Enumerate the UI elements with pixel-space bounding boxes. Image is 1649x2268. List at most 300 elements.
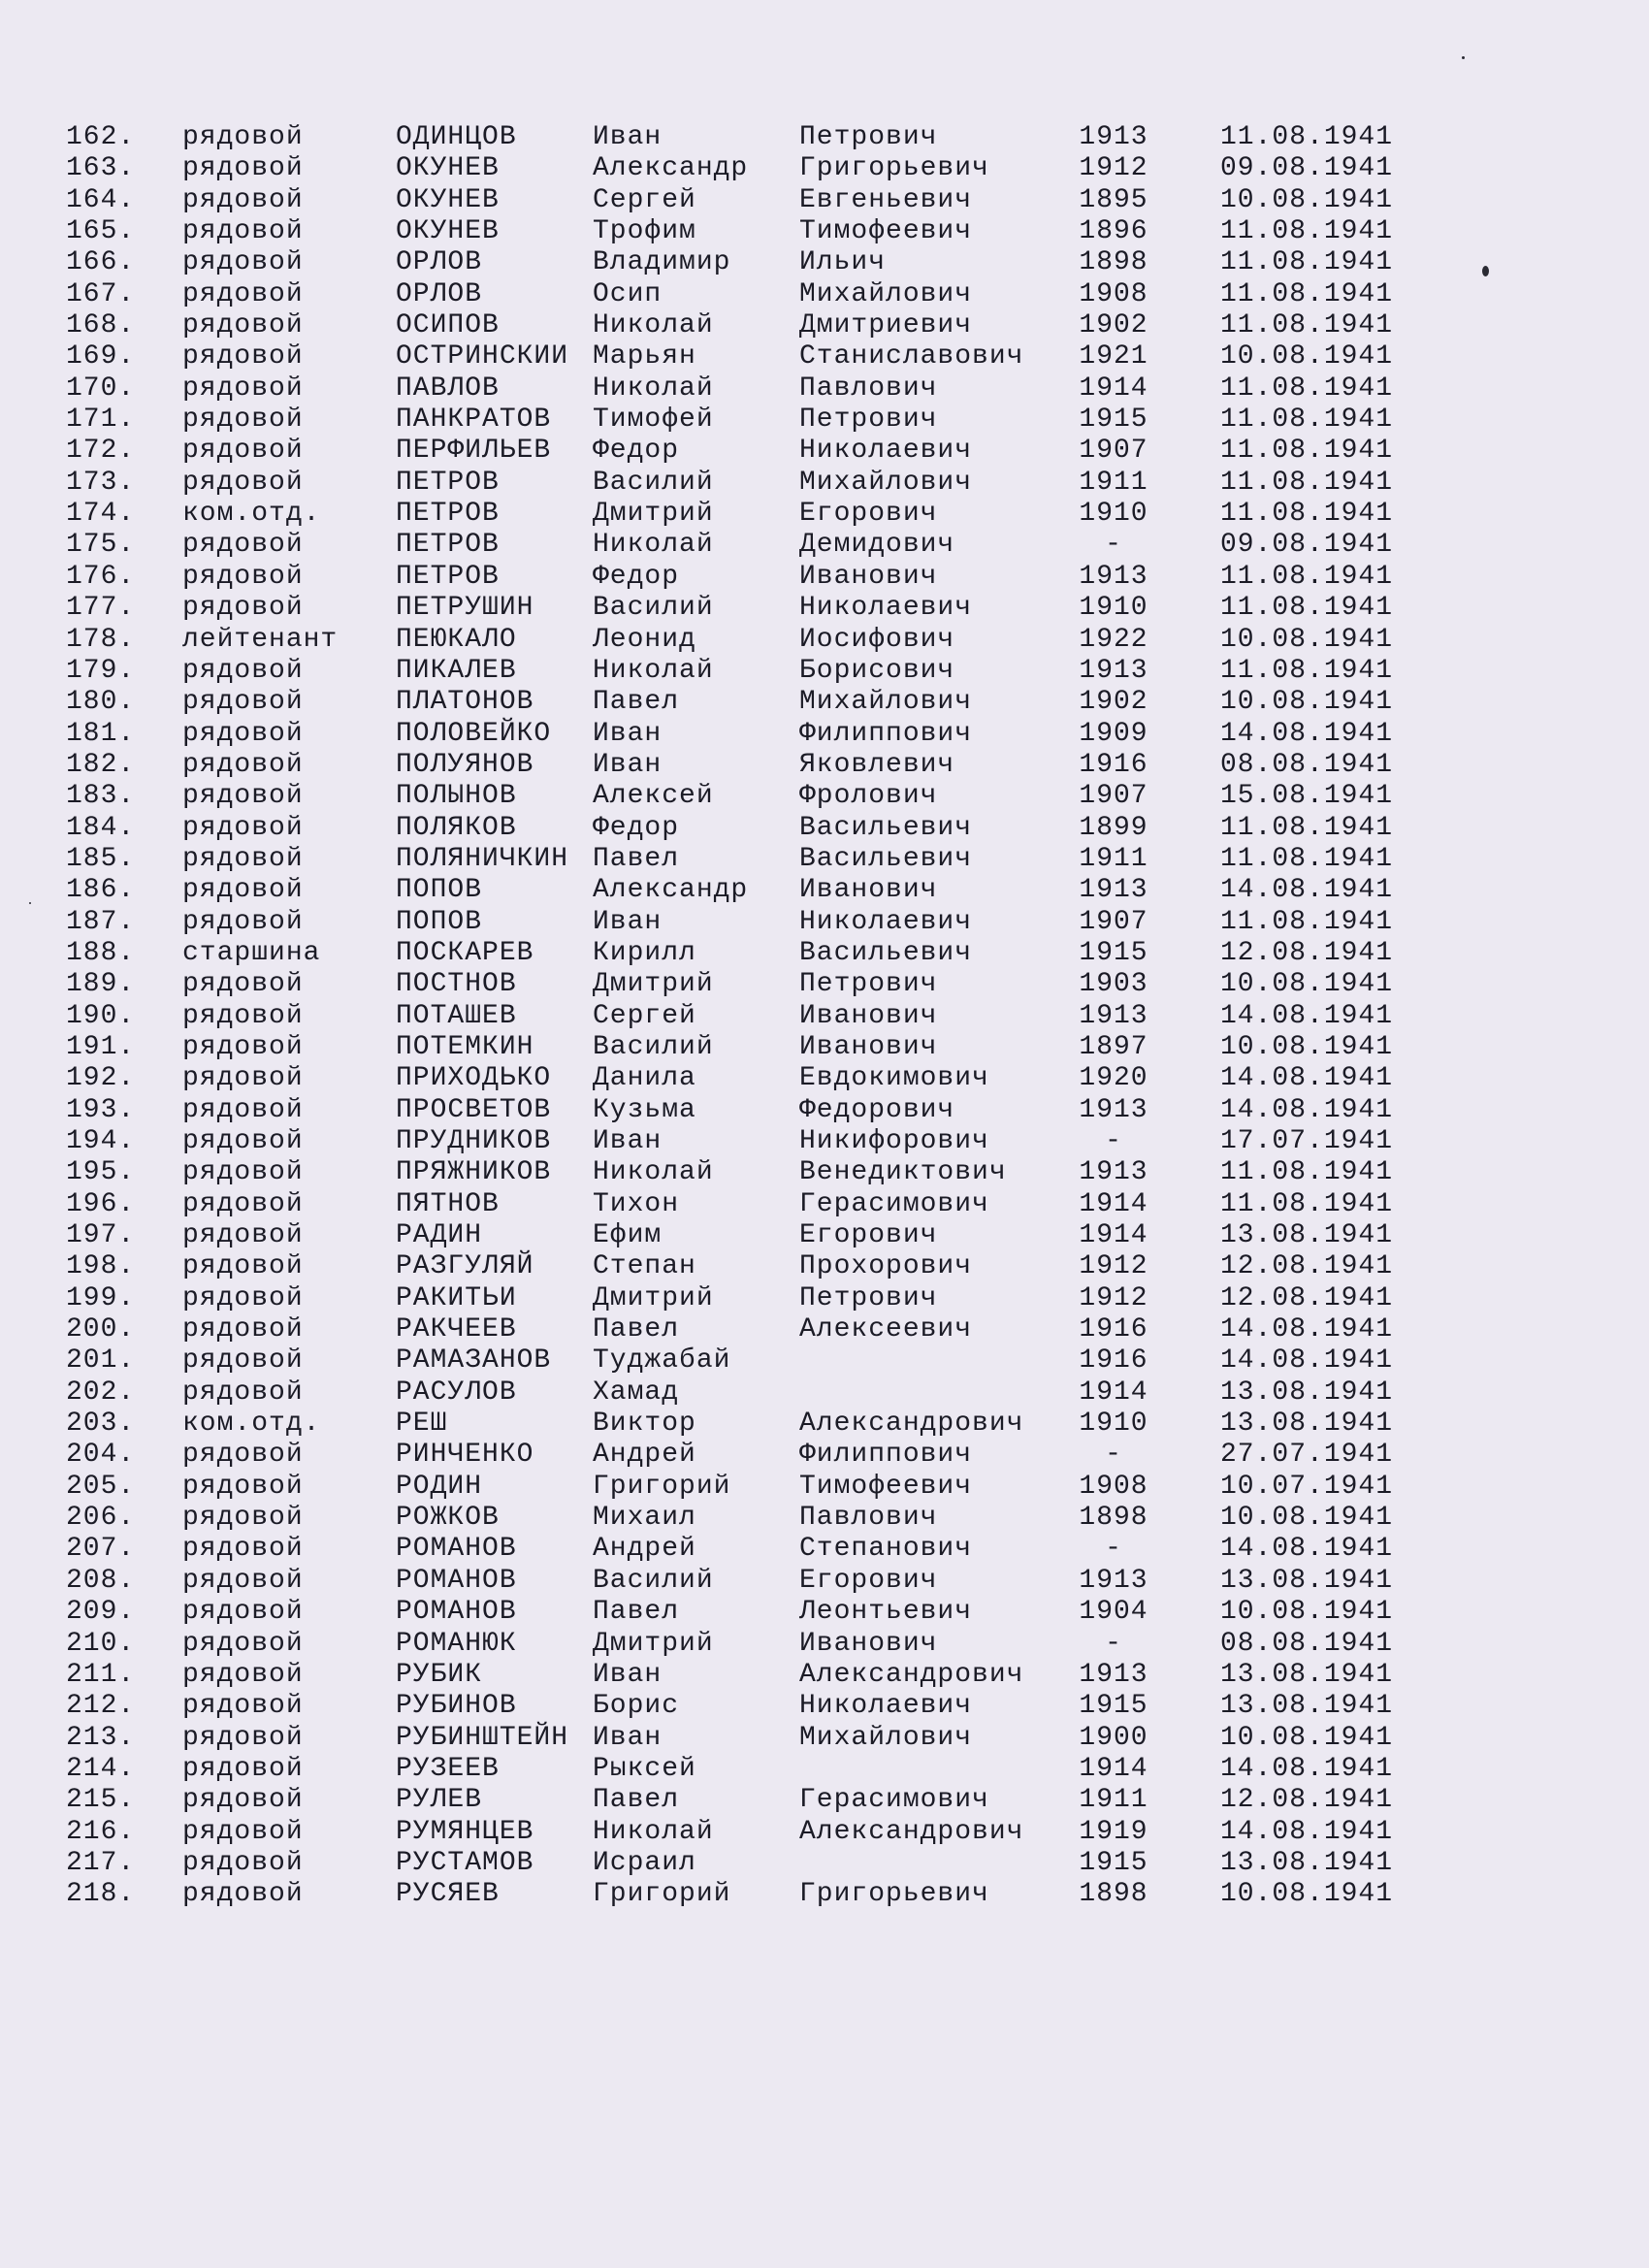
record-patronymic: Николаевич [799, 1691, 973, 1722]
record-patronymic: Егорович [799, 1565, 938, 1596]
record-rank: рядовой [182, 405, 304, 436]
record-first-name: Тихон [593, 1188, 680, 1219]
record-birth-year: 1913 [1079, 122, 1148, 152]
record-number: 163. [66, 153, 136, 184]
record-patronymic: Иванович [799, 1628, 938, 1659]
record-first-name: Александр [593, 875, 749, 906]
record-first-name: Павел [593, 843, 680, 874]
record-date: 10.07.1941 [1220, 1471, 1394, 1502]
record-birth-year: 1897 [1079, 1031, 1148, 1062]
record-date: 13.08.1941 [1220, 1409, 1394, 1440]
record-number: 195. [66, 1157, 136, 1188]
record-patronymic: Григорьевич [799, 153, 989, 184]
record-rank: рядовой [182, 1565, 304, 1596]
record-first-name: Григорий [593, 1879, 731, 1910]
record-rank: рядовой [182, 278, 304, 309]
record-number: 189. [66, 969, 136, 1000]
record-surname: РОДИН [396, 1471, 483, 1502]
record-number: 213. [66, 1722, 136, 1753]
record-patronymic: Евгеньевич [799, 184, 973, 215]
record-number: 174. [66, 499, 136, 530]
record-number: 216. [66, 1816, 136, 1847]
record-rank: рядовой [182, 655, 304, 686]
record-number: 168. [66, 310, 136, 341]
record-number: 187. [66, 906, 136, 937]
scan-speck [1482, 266, 1489, 276]
record-date: 11.08.1941 [1220, 247, 1394, 278]
record-birth-year: 1913 [1079, 655, 1148, 686]
record-birth-year: 1914 [1079, 373, 1148, 404]
list-item [66, 1629, 1443, 1660]
record-surname: ПОПОВ [396, 906, 483, 937]
record-surname: РАДИН [396, 1220, 483, 1251]
record-first-name: Дмитрий [593, 1628, 714, 1659]
record-birth-year: 1907 [1079, 781, 1148, 812]
list-item [66, 122, 1443, 153]
record-first-name: Дмитрий [593, 499, 714, 530]
list-item [66, 562, 1443, 593]
record-surname: ПРУДНИКОВ [396, 1126, 552, 1156]
record-patronymic: Иванович [799, 1000, 938, 1031]
record-birth-year: 1896 [1079, 216, 1148, 247]
record-surname: ПРОСВЕТОВ [396, 1094, 552, 1125]
record-patronymic: Демидович [799, 530, 955, 561]
record-first-name: Владимир [593, 247, 731, 278]
record-date: 11.08.1941 [1220, 561, 1394, 592]
list-item [66, 468, 1443, 499]
list-item [66, 656, 1443, 687]
record-birth-year: 1915 [1079, 937, 1148, 968]
record-first-name: Иван [593, 718, 663, 749]
list-item [66, 216, 1443, 247]
record-number: 165. [66, 216, 136, 247]
list-item [66, 1157, 1443, 1188]
record-rank: рядовой [182, 1628, 304, 1659]
record-surname: ПИКАЛЕВ [396, 655, 517, 686]
record-patronymic: Григорьевич [799, 1879, 989, 1910]
record-first-name: Павел [593, 1785, 680, 1816]
record-patronymic: Васильевич [799, 843, 973, 874]
record-patronymic: Леонтьевич [799, 1597, 973, 1628]
record-date: 12.08.1941 [1220, 937, 1394, 968]
record-first-name: Исраил [593, 1847, 696, 1878]
record-patronymic: Алексеевич [799, 1314, 973, 1345]
record-patronymic: Петрович [799, 969, 938, 1000]
scan-speck [29, 902, 31, 904]
record-number: 177. [66, 593, 136, 624]
record-first-name: Данила [593, 1063, 696, 1094]
record-patronymic: Борисович [799, 655, 955, 686]
record-rank: рядовой [182, 1691, 304, 1722]
record-rank: старшина [182, 937, 321, 968]
record-patronymic: Прохорович [799, 1251, 973, 1282]
record-date: 11.08.1941 [1220, 373, 1394, 404]
record-patronymic: Филиппович [799, 718, 973, 749]
record-first-name: Виктор [593, 1409, 696, 1440]
record-first-name: Николай [593, 530, 714, 561]
record-number: 199. [66, 1282, 136, 1313]
record-rank: ком.отд. [182, 499, 321, 530]
record-birth-year: 1902 [1079, 310, 1148, 341]
list-item [66, 875, 1443, 906]
record-rank: рядовой [182, 247, 304, 278]
record-first-name: Сергей [593, 1000, 696, 1031]
record-first-name: Борис [593, 1691, 680, 1722]
record-first-name: Иван [593, 749, 663, 780]
list-item [66, 1345, 1443, 1377]
record-patronymic: Егорович [799, 1220, 938, 1251]
record-surname: ПАВЛОВ [396, 373, 500, 404]
record-patronymic: Филиппович [799, 1440, 973, 1471]
record-first-name: Павел [593, 687, 680, 718]
record-surname: РУМЯНЦЕВ [396, 1816, 534, 1847]
list-item [66, 969, 1443, 1000]
record-first-name: Николай [593, 1816, 714, 1847]
record-surname: ПРЯЖНИКОВ [396, 1157, 552, 1188]
record-birth-year: 1913 [1079, 1659, 1148, 1690]
record-first-name: Степан [593, 1251, 696, 1282]
record-rank: рядовой [182, 1597, 304, 1628]
record-birth-year: 1915 [1079, 405, 1148, 436]
record-birth-year: 1914 [1079, 1188, 1148, 1219]
record-number: 188. [66, 937, 136, 968]
record-rank: ком.отд. [182, 1409, 321, 1440]
record-surname: ПЛАТОНОВ [396, 687, 534, 718]
record-first-name: Александр [593, 153, 749, 184]
record-surname: ОКУНЕВ [396, 184, 500, 215]
record-patronymic: Иванович [799, 561, 938, 592]
record-number: 169. [66, 341, 136, 373]
record-date: 13.08.1941 [1220, 1565, 1394, 1596]
record-date: 11.08.1941 [1220, 1157, 1394, 1188]
record-rank: рядовой [182, 843, 304, 874]
record-first-name: Иван [593, 1126, 663, 1156]
record-patronymic: Васильевич [799, 812, 973, 843]
record-surname: ПОТЕМКИН [396, 1031, 534, 1062]
list-item [66, 1660, 1443, 1691]
record-first-name: Рыксей [593, 1753, 696, 1784]
record-birth-year: 1908 [1079, 1471, 1148, 1502]
record-number: 196. [66, 1188, 136, 1219]
record-number: 209. [66, 1597, 136, 1628]
record-first-name: Ефим [593, 1220, 663, 1251]
record-date: 14.08.1941 [1220, 1345, 1394, 1377]
record-rank: рядовой [182, 1251, 304, 1282]
record-first-name: Михаил [593, 1503, 696, 1534]
list-item [66, 247, 1443, 278]
record-rank: рядовой [182, 1722, 304, 1753]
record-birth-year: 1898 [1079, 1879, 1148, 1910]
record-number: 204. [66, 1440, 136, 1471]
record-rank: рядовой [182, 593, 304, 624]
list-item [66, 1314, 1443, 1345]
record-number: 206. [66, 1503, 136, 1534]
record-rank: рядовой [182, 373, 304, 404]
record-patronymic: Михайлович [799, 278, 973, 309]
list-item [66, 530, 1443, 561]
record-birth-year: 1916 [1079, 1345, 1148, 1377]
record-number: 202. [66, 1377, 136, 1408]
record-surname: ПЕТРОВ [396, 561, 500, 592]
record-number: 217. [66, 1847, 136, 1878]
record-patronymic: Федорович [799, 1094, 955, 1125]
scan-speck [1462, 56, 1465, 59]
record-date: 27.07.1941 [1220, 1440, 1394, 1471]
list-item [66, 938, 1443, 969]
record-birth-year: 1907 [1079, 906, 1148, 937]
record-date: 14.08.1941 [1220, 1000, 1394, 1031]
record-first-name: Василий [593, 1031, 714, 1062]
record-number: 186. [66, 875, 136, 906]
record-birth-year: 1912 [1079, 153, 1148, 184]
record-birth-year: 1911 [1079, 843, 1148, 874]
record-birth-year: 1913 [1079, 1157, 1148, 1188]
list-item [66, 1409, 1443, 1440]
record-birth-year: 1910 [1079, 593, 1148, 624]
list-item [66, 499, 1443, 530]
record-number: 176. [66, 561, 136, 592]
record-rank: рядовой [182, 1659, 304, 1690]
record-rank: рядовой [182, 718, 304, 749]
record-birth-year: 1916 [1079, 749, 1148, 780]
record-number: 175. [66, 530, 136, 561]
record-number: 162. [66, 122, 136, 152]
record-first-name: Алексей [593, 781, 714, 812]
list-item [66, 1283, 1443, 1314]
record-patronymic: Петрович [799, 122, 938, 152]
record-rank: рядовой [182, 1000, 304, 1031]
list-item [66, 781, 1443, 812]
record-first-name: Николай [593, 655, 714, 686]
list-item [66, 1126, 1443, 1157]
record-patronymic: Никифорович [799, 1126, 989, 1156]
record-birth-year: 1919 [1079, 1816, 1148, 1847]
record-surname: РУБИНШТЕЙН [396, 1722, 569, 1753]
list-item [66, 625, 1443, 656]
list-item [66, 1817, 1443, 1848]
list-item [66, 1691, 1443, 1722]
record-first-name: Федор [593, 561, 680, 592]
record-patronymic: Станиславович [799, 341, 1024, 373]
record-first-name: Иван [593, 122, 663, 152]
record-birth-year: 1911 [1079, 1785, 1148, 1816]
record-birth-year: 1902 [1079, 687, 1148, 718]
list-item [66, 1095, 1443, 1126]
record-date: 13.08.1941 [1220, 1691, 1394, 1722]
record-number: 197. [66, 1220, 136, 1251]
record-date: 10.08.1941 [1220, 1722, 1394, 1753]
record-surname: РАЗГУЛЯЙ [396, 1251, 534, 1282]
record-surname: ПЕТРОВ [396, 467, 500, 498]
record-date: 15.08.1941 [1220, 781, 1394, 812]
record-patronymic: Фролович [799, 781, 938, 812]
record-number: 193. [66, 1094, 136, 1125]
record-date: 10.08.1941 [1220, 969, 1394, 1000]
record-rank: рядовой [182, 1847, 304, 1878]
record-surname: РОМАНОВ [396, 1534, 517, 1565]
record-number: 215. [66, 1785, 136, 1816]
record-first-name: Николай [593, 1157, 714, 1188]
record-number: 185. [66, 843, 136, 874]
list-item [66, 1001, 1443, 1032]
record-rank: рядовой [182, 341, 304, 373]
record-date: 11.08.1941 [1220, 1188, 1394, 1219]
record-date: 14.08.1941 [1220, 1063, 1394, 1094]
record-birth-year: 1913 [1079, 561, 1148, 592]
record-first-name: Кирилл [593, 937, 696, 968]
record-number: 203. [66, 1409, 136, 1440]
record-first-name: Кузьма [593, 1094, 696, 1125]
record-patronymic: Павлович [799, 1503, 938, 1534]
record-date: 14.08.1941 [1220, 1534, 1394, 1565]
record-date: 11.08.1941 [1220, 593, 1394, 624]
record-surname: ОРЛОВ [396, 247, 483, 278]
record-date: 13.08.1941 [1220, 1220, 1394, 1251]
record-date: 13.08.1941 [1220, 1847, 1394, 1878]
record-rank: рядовой [182, 812, 304, 843]
record-patronymic: Николаевич [799, 593, 973, 624]
record-surname: ПЕТРУШИН [396, 593, 534, 624]
list-item [66, 1754, 1443, 1785]
record-birth-year: 1914 [1079, 1753, 1148, 1784]
list-item [66, 1785, 1443, 1816]
record-patronymic: Дмитриевич [799, 310, 973, 341]
record-date: 10.08.1941 [1220, 341, 1394, 373]
record-birth-year: 1914 [1079, 1377, 1148, 1408]
record-birth-year: 1907 [1079, 436, 1148, 467]
record-date: 14.08.1941 [1220, 875, 1394, 906]
record-first-name: Василий [593, 593, 714, 624]
record-rank: рядовой [182, 122, 304, 152]
record-rank: рядовой [182, 1063, 304, 1094]
record-rank: рядовой [182, 1220, 304, 1251]
list-item [66, 1189, 1443, 1220]
record-date: 12.08.1941 [1220, 1282, 1394, 1313]
record-date: 08.08.1941 [1220, 1628, 1394, 1659]
record-first-name: Федор [593, 436, 680, 467]
list-item [66, 1063, 1443, 1094]
record-date: 11.08.1941 [1220, 499, 1394, 530]
record-rank: рядовой [182, 1094, 304, 1125]
record-birth-year: 1904 [1079, 1597, 1148, 1628]
record-first-name: Павел [593, 1314, 680, 1345]
list-item [66, 405, 1443, 436]
record-number: 164. [66, 184, 136, 215]
record-number: 179. [66, 655, 136, 686]
record-number: 192. [66, 1063, 136, 1094]
record-surname: РАКИТЬИ [396, 1282, 517, 1313]
record-first-name: Николай [593, 373, 714, 404]
record-number: 200. [66, 1314, 136, 1345]
record-rank: рядовой [182, 216, 304, 247]
record-date: 11.08.1941 [1220, 216, 1394, 247]
record-surname: ПОТАШЕВ [396, 1000, 517, 1031]
record-surname: ПОПОВ [396, 875, 483, 906]
record-birth-year: 1898 [1079, 1503, 1148, 1534]
record-first-name: Туджабай [593, 1345, 731, 1377]
record-surname: ПАНКРАТОВ [396, 405, 552, 436]
record-rank: рядовой [182, 1879, 304, 1910]
list-item [66, 436, 1443, 467]
record-date: 11.08.1941 [1220, 843, 1394, 874]
list-item [66, 279, 1443, 310]
record-birth-year: - [1105, 1440, 1122, 1471]
record-first-name: Трофим [593, 216, 696, 247]
record-rank: рядовой [182, 1471, 304, 1502]
record-patronymic: Николаевич [799, 436, 973, 467]
record-first-name: Иван [593, 1659, 663, 1690]
record-first-name: Василий [593, 1565, 714, 1596]
record-rank: рядовой [182, 1188, 304, 1219]
record-first-name: Сергей [593, 184, 696, 215]
record-number: 183. [66, 781, 136, 812]
record-first-name: Хамад [593, 1377, 680, 1408]
record-rank: рядовой [182, 1126, 304, 1156]
record-birth-year: 1921 [1079, 341, 1148, 373]
record-surname: ПРИХОДЬКО [396, 1063, 552, 1094]
record-date: 11.08.1941 [1220, 122, 1394, 152]
record-first-name: Василий [593, 467, 714, 498]
record-rank: рядовой [182, 1157, 304, 1188]
record-surname: ОКУНЕВ [396, 153, 500, 184]
record-birth-year: 1912 [1079, 1251, 1148, 1282]
record-birth-year: 1920 [1079, 1063, 1148, 1094]
record-patronymic: Александрович [799, 1659, 1024, 1690]
record-birth-year: 1895 [1079, 184, 1148, 215]
record-patronymic: Тимофеевич [799, 1471, 973, 1502]
record-date: 14.08.1941 [1220, 1094, 1394, 1125]
record-rank: рядовой [182, 1314, 304, 1345]
record-number: 211. [66, 1659, 136, 1690]
record-surname: РАСУЛОВ [396, 1377, 517, 1408]
record-patronymic: Михайлович [799, 687, 973, 718]
record-birth-year: 1903 [1079, 969, 1148, 1000]
record-birth-year: 1909 [1079, 718, 1148, 749]
list-item [66, 1251, 1443, 1282]
list-item [66, 750, 1443, 781]
record-surname: ПОЛОВЕЙКО [396, 718, 552, 749]
record-surname: ПЕРФИЛЬЕВ [396, 436, 552, 467]
list-item [66, 1220, 1443, 1251]
record-patronymic: Герасимович [799, 1785, 989, 1816]
record-date: 10.08.1941 [1220, 184, 1394, 215]
record-rank: рядовой [182, 1816, 304, 1847]
record-date: 13.08.1941 [1220, 1659, 1394, 1690]
record-date: 10.08.1941 [1220, 687, 1394, 718]
record-first-name: Иван [593, 1722, 663, 1753]
list-item [66, 1032, 1443, 1063]
record-birth-year: 1913 [1079, 1565, 1148, 1596]
record-birth-year: 1913 [1079, 1000, 1148, 1031]
record-date: 10.08.1941 [1220, 624, 1394, 655]
record-rank: рядовой [182, 1785, 304, 1816]
record-surname: РОМАНЮК [396, 1628, 517, 1659]
record-number: 182. [66, 749, 136, 780]
record-first-name: Павел [593, 1597, 680, 1628]
record-patronymic: Венедиктович [799, 1157, 1007, 1188]
list-item [66, 310, 1443, 341]
record-number: 194. [66, 1126, 136, 1156]
record-patronymic: Николаевич [799, 906, 973, 937]
record-first-name: Андрей [593, 1440, 696, 1471]
record-surname: ПОЛЫНОВ [396, 781, 517, 812]
record-number: 208. [66, 1565, 136, 1596]
record-number: 212. [66, 1691, 136, 1722]
record-surname: ПОСТНОВ [396, 969, 517, 1000]
record-birth-year: 1911 [1079, 467, 1148, 498]
record-date: 14.08.1941 [1220, 1753, 1394, 1784]
list-item [66, 1566, 1443, 1597]
